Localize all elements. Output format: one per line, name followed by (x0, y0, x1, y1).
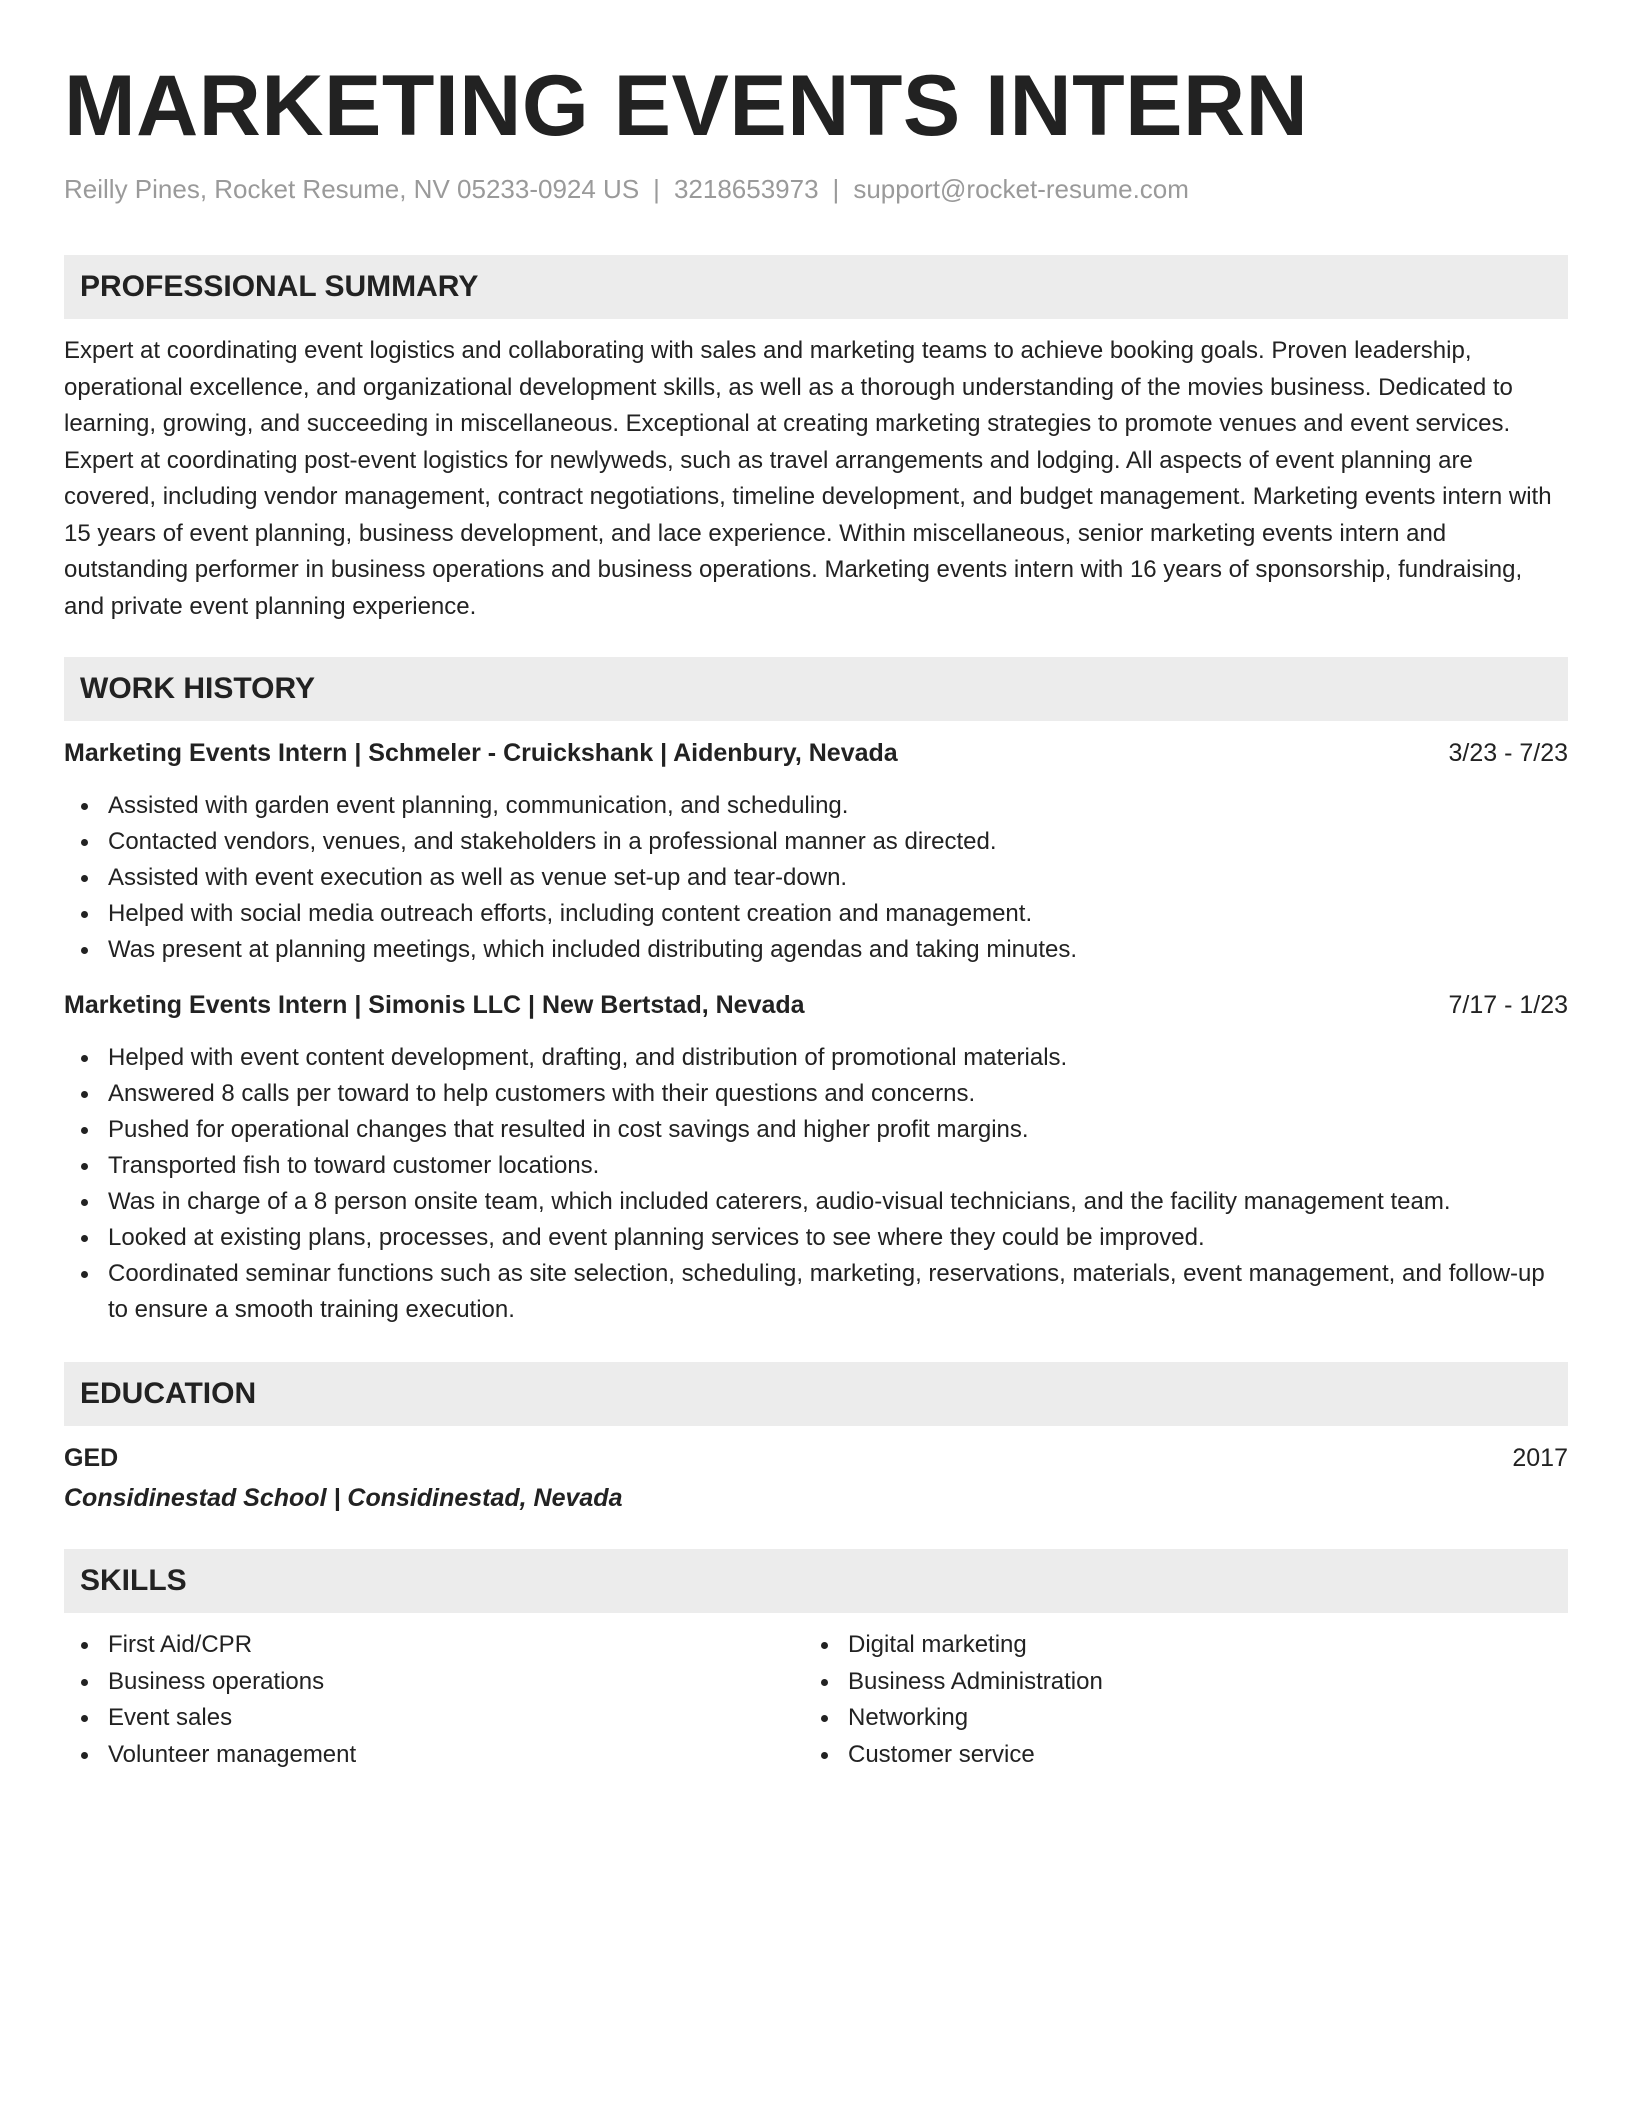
skills-list (64, 1627, 1568, 1773)
job-bullet: Transported fish to toward customer locations. (64, 1148, 1568, 1184)
skills-column-right (804, 1627, 1544, 1773)
job-bullet-list (64, 788, 1568, 968)
job-title: Marketing Events Intern | Simonis LLC | New Bertstad, Nevada (64, 991, 805, 1019)
skill-item: Customer service (804, 1737, 1544, 1774)
section-header-education: EDUCATION (64, 1362, 1568, 1426)
contact-separator: | (832, 174, 840, 204)
skill-item: First Aid/CPR (64, 1627, 804, 1664)
skill-item: Business operations (64, 1664, 804, 1701)
contact-separator: | (653, 174, 660, 204)
job-bullet: Was in charge of a 8 person onsite team, which included caterers, audio-visual technicians, and the facility management team. (64, 1184, 1568, 1220)
education-year: 2017 (1512, 1444, 1568, 1472)
job-bullet: Looked at existing plans, processes, and event planning services to see where they could be improved. (64, 1220, 1568, 1256)
skills-column-left (64, 1627, 804, 1773)
job-bullet: Was present at planning meetings, which included distributing agendas and taking minutes. (64, 932, 1568, 968)
job-bullet: Coordinated seminar functions such as site selection, scheduling, marketing, reservations, materials, event management, and follow-up to ensure a smooth training execution. (64, 1256, 1568, 1328)
education-entry (64, 1441, 1568, 1515)
job-bullet-list (64, 1040, 1568, 1328)
contact-address: Reilly Pines, Rocket Resume, NV 05233-0924 US (64, 174, 640, 204)
skill-item: Business Administration (804, 1664, 1544, 1701)
contact-line (64, 172, 1568, 206)
job-header (64, 988, 1568, 1022)
job-bullet: Assisted with garden event planning, communication, and scheduling. (64, 788, 1568, 824)
job-dates: 7/17 - 1/23 (1448, 991, 1568, 1019)
section-header-skills: SKILLS (64, 1549, 1568, 1613)
resume-name-title: MARKETING EVENTS INTERN (64, 58, 1309, 154)
education-degree: GED (64, 1444, 119, 1472)
summary-text: Expert at coordinating event logistics and collaborating with sales and marketing teams to achieve booking goals. Proven leadership, operational excellence, and organizational development skills, as well as a thorough understanding of the movies business. Dedicated to learning, growing, and succeeding in miscellaneous. Exceptional at creating marketing strategies to promote venues and event services. Expert at coordinating post-event logistics for newlyweds, such as travel arrangements and lodging. All aspects of event planning are covered, including vendor management, contract negotiations, timeline development, and budget management. Marketing events intern with 15 years of event planning, business development, and lace experience. Within miscellaneous, senior marketing events intern and outstanding performer in business operations and business operations. Marketing events intern with 16 years of sponsorship, fundraising, and private event planning experience. (64, 337, 1552, 620)
education-header (64, 1441, 1568, 1475)
section-header-summary: PROFESSIONAL SUMMARY (64, 255, 1568, 319)
job-bullet: Helped with event content development, drafting, and distribution of promotional materials. (64, 1040, 1568, 1076)
skill-item: Networking (804, 1700, 1544, 1737)
education-school: Considinestad School | Considinestad, Nevada (64, 1484, 623, 1512)
contact-phone: 3218653973 (673, 174, 819, 204)
job-bullet: Answered 8 calls per toward to help customers with their questions and concerns. (64, 1076, 1568, 1112)
job-bullet: Pushed for operational changes that resulted in cost savings and higher profit margins. (64, 1112, 1568, 1148)
job-entry (64, 988, 1568, 1328)
contact-email: support@rocket-resume.com (853, 174, 1189, 204)
section-header-work-history: WORK HISTORY (64, 657, 1568, 721)
skill-item: Volunteer management (64, 1737, 804, 1774)
job-bullet: Assisted with event execution as well as venue set-up and tear-down. (64, 860, 1568, 896)
skill-item: Digital marketing (804, 1627, 1544, 1664)
job-dates: 3/23 - 7/23 (1448, 739, 1568, 767)
job-entry (64, 736, 1568, 968)
job-header (64, 736, 1568, 770)
skill-item: Event sales (64, 1700, 804, 1737)
job-bullet: Helped with social media outreach efforts, including content creation and management. (64, 896, 1568, 932)
job-bullet: Contacted vendors, venues, and stakeholders in a professional manner as directed. (64, 824, 1568, 860)
job-title: Marketing Events Intern | Schmeler - Cruickshank | Aidenbury, Nevada (64, 739, 898, 767)
